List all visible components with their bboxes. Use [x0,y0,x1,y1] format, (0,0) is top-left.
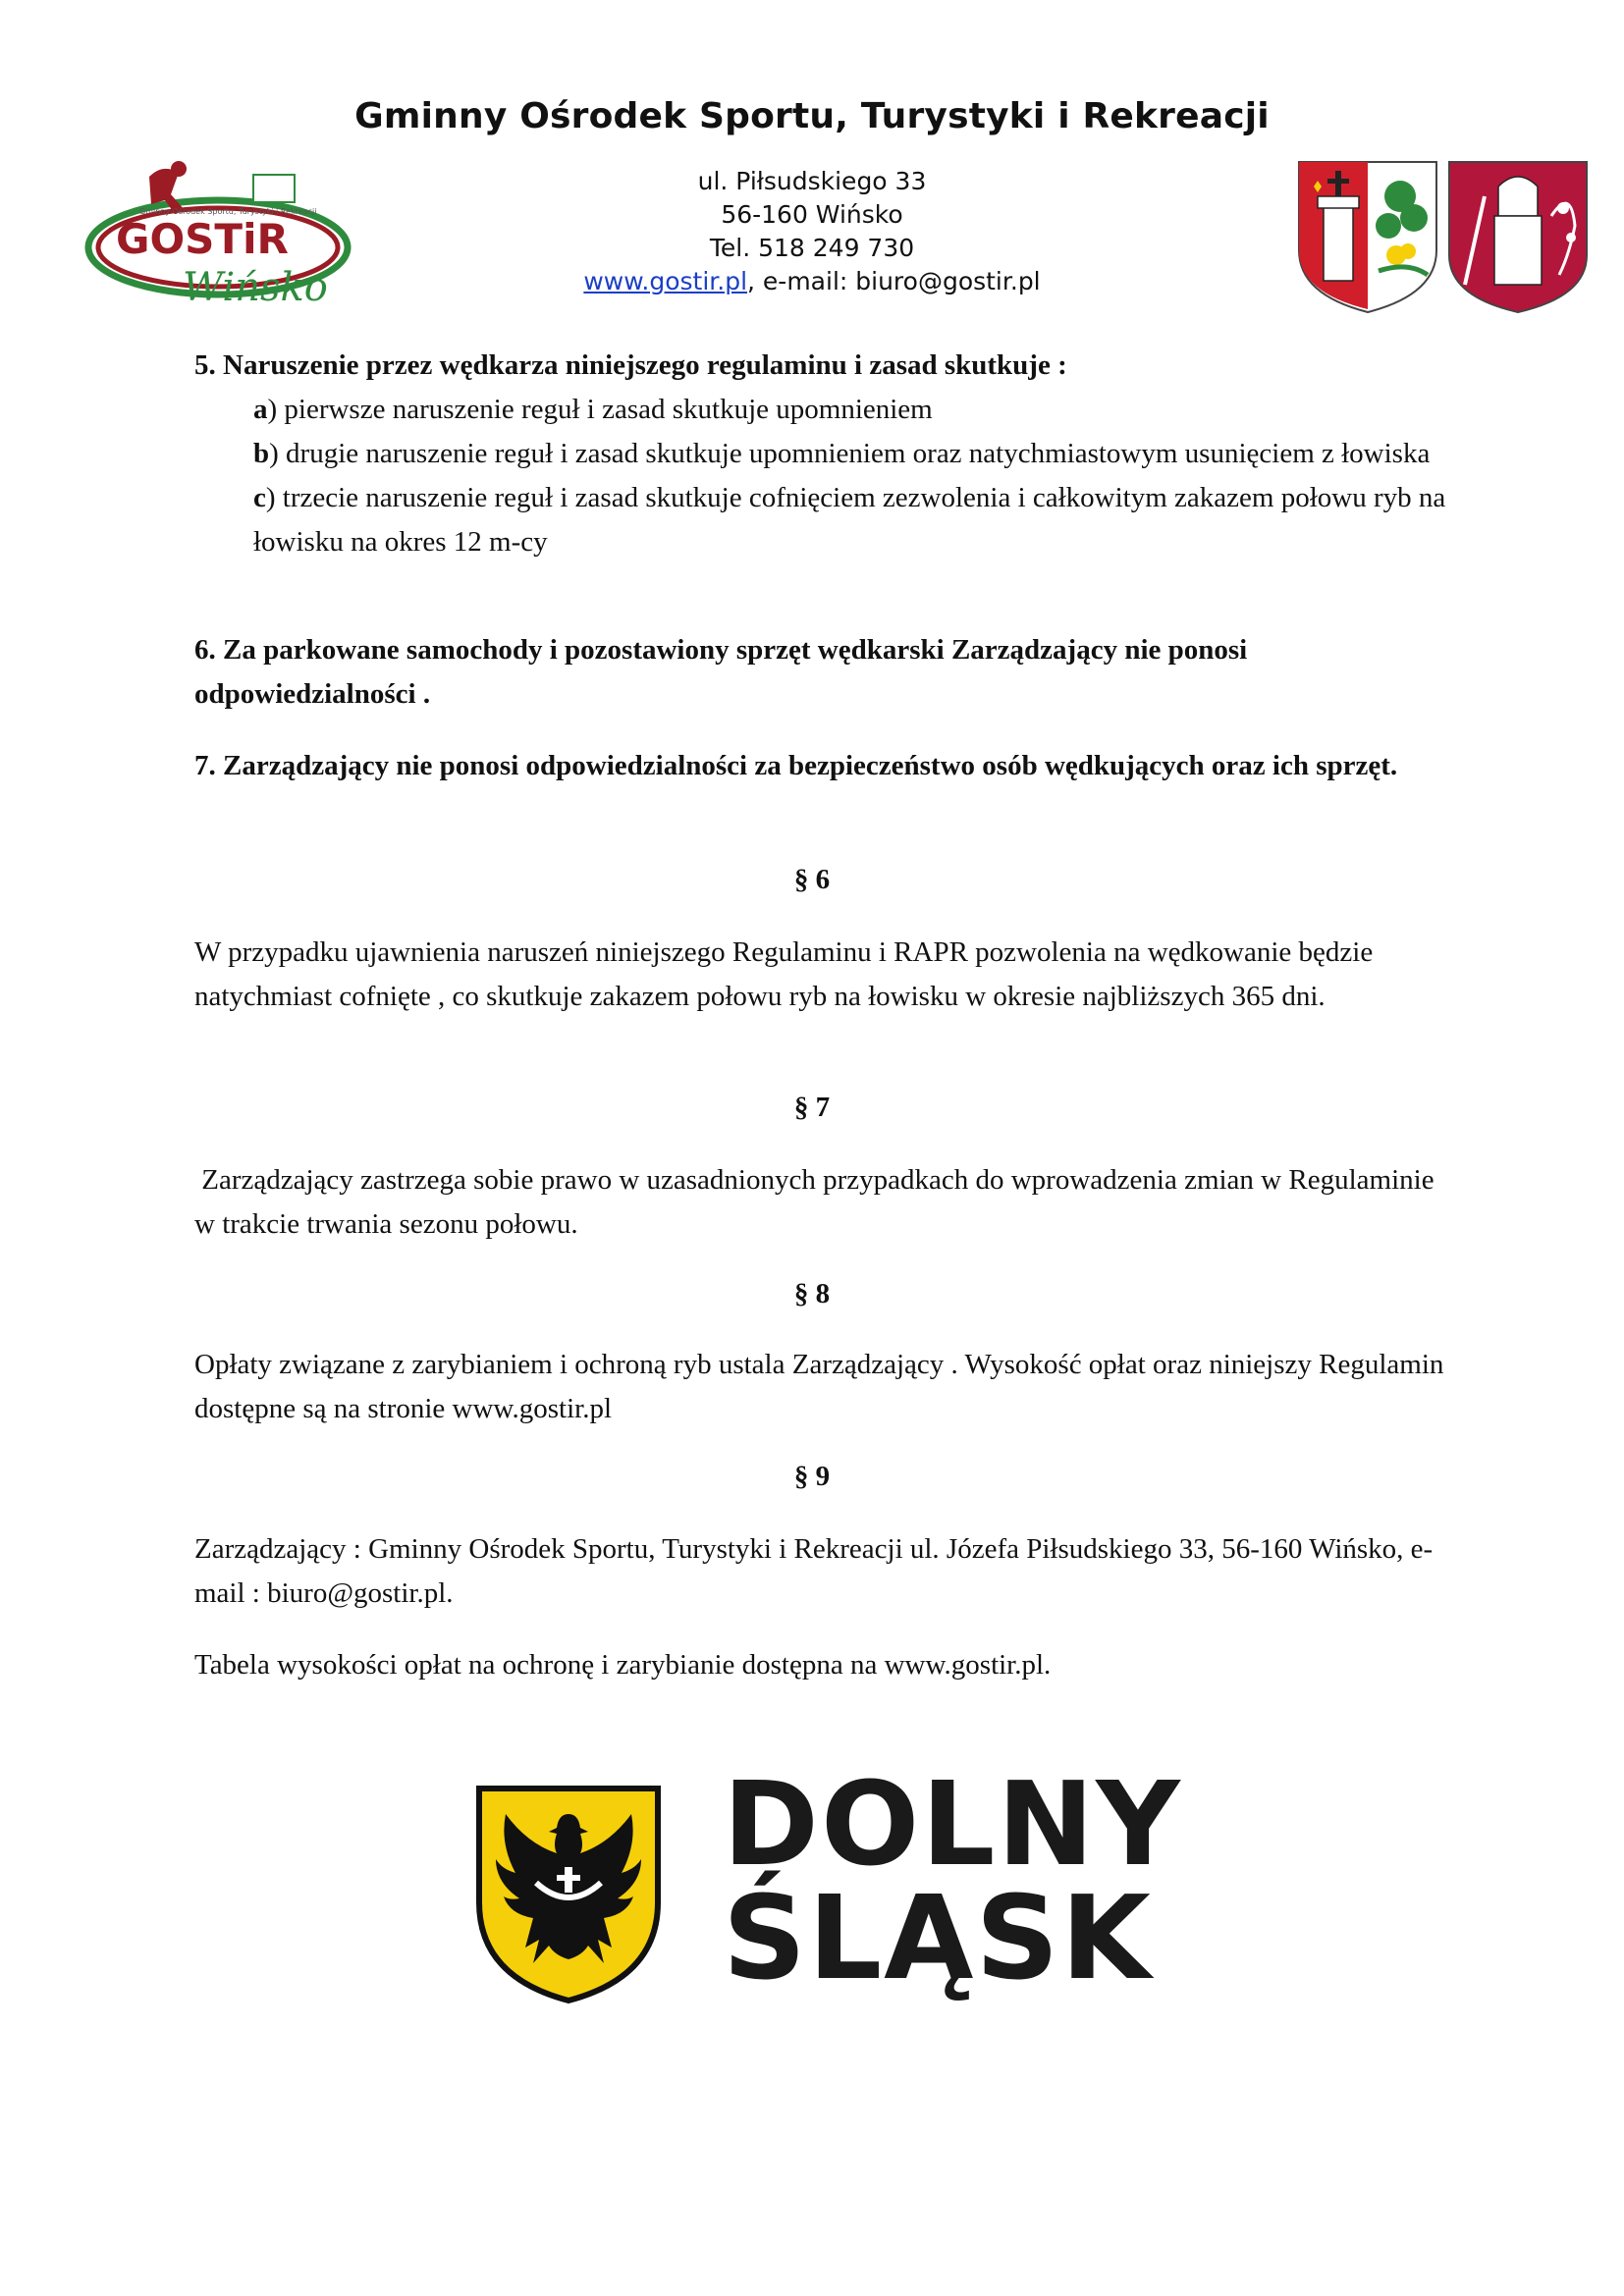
paragraph-9-heading: § 9 [793,1461,831,1492]
section-5-heading: 5. Naruszenie przez wędkarza niniejszego regulaminu i zasad skutkuje : [194,349,1067,381]
section-7: 7. Zarządzający nie ponosi odpowiedzialności za bezpieczeństwo osób wędkujących oraz ich sprzęt. [194,750,1398,781]
phone-number: Tel. 518 249 730 [709,234,915,262]
dolny-slask-wordmark [723,1756,1182,2005]
section-6: 6. Za parkowane samochody i pozostawiony sprzęt wędkarski Zarządzający nie ponosi odpowiedzialności . [194,634,1248,710]
website-link[interactable]: www.gostir.pl [583,267,748,295]
winsko-crest-icon [1294,157,1441,314]
svg-text:Wińsko: Wińsko [183,265,328,310]
paragraph-8-text: Opłaty związane z zarybianiem i ochroną ryb ustala Zarządzający . Wysokość opłat oraz niniejszy Regulamin dostępne są na stronie www.gostir.pl [194,1349,1444,1424]
paragraph-8-heading: § 8 [793,1278,831,1309]
section-5 [194,344,1451,564]
wordmark-line-2: ŚLĄSK [723,1870,1153,2005]
paragraph-6-heading: § 6 [793,864,831,895]
paragraph-7-heading: § 7 [793,1092,831,1123]
knight-crest-icon [1445,157,1591,314]
paragraph-6-text: W przypadku ujawnienia naruszeń niniejszego Regulaminu i RAPR pozwolenia na wędkowanie będzie natychmiast cofnięte , co skutkuje zakazem połowu ryb na łowisku w okresie najbliższych 365 dni. [194,936,1374,1012]
section-5-item-c: c) trzecie naruszenie reguł i zasad skutkuje cofnięciem zezwolenia i całkowitym zakazem połowu ryb na łowisku na okres 12 m-cy [253,482,1446,558]
lower-silesia-eagle-crest-icon [475,1785,662,2004]
wordmark-line-1: DOLNY [723,1756,1182,1892]
paragraph-7-text: Zarządzający zastrzega sobie prawo w uzasadnionych przypadkach do wprowadzenia zmian w Regulaminie w trakcie trwania sezonu połowu. [194,1164,1441,1240]
paragraph-9-text: Zarządzający : Gminny Ośrodek Sportu, Turystyki i Rekreacji ul. Józefa Piłsudskiego 33, 56-160 Wińsko, e-mail : biuro@gostir.pl. [194,1533,1434,1609]
address-city: 56-160 Wińsko [721,200,903,229]
svg-text:Gminny Ośrodek Sportu, Turysty: Gminny Ośrodek Sportu, Turystyki i Rekreacji [139,207,317,216]
section-5-item-b: b) drugie naruszenie reguł i zasad skutkuje upomnieniem oraz natychmiastowym usunięciem z łowiska [253,438,1431,469]
organization-title: Gminny Ośrodek Sportu, Turystyki i Rekreacji [354,96,1270,136]
email-text: , e-mail: biuro@gostir.pl [747,267,1041,295]
address-street: ul. Piłsudskiego 33 [697,167,927,195]
closing-note: Tabela wysokości opłat na ochronę i zarybianie dostępna na www.gostir.pl. [194,1649,1052,1681]
section-5-item-a: a) pierwsze naruszenie reguł i zasad skutkuje upomnieniem [253,394,933,425]
svg-text:GOSTiR: GOSTiR [116,215,289,263]
